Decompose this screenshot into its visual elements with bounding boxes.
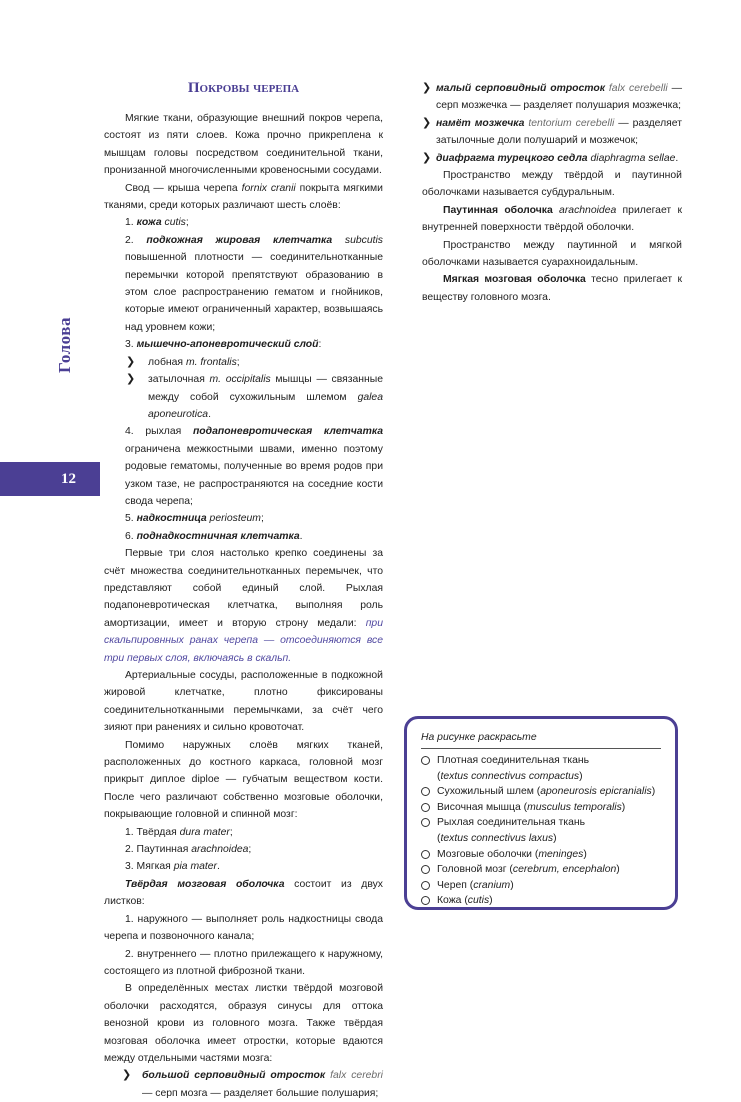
page-number: 12 [61,471,76,487]
paragraph-subdural: Пространство между твёрдой и паутинной оболочками называется субдуральным. [422,170,682,199]
paragraph-intro: Мягкие ткани, образующие внешний покров черепа, состоят из пяти слоев. Кожа прочно прикреплена к мышцам головы посредством соединительной ткани, пронизанной многочисленными кровеносными сосудами. [104,113,383,177]
layer-item-4: 4. рыхлая подапоневротическая клетчатка ограничена межкостными швами, именно поэтому родовые гематомы, полученные во время родов при узком тазе, не распространяются на соседние кости свода черепа; [125,426,383,507]
dura-sheet-1: 1. наружного — выполняет роль надкостницы свода черепа и позвоночного канала; [104,913,383,943]
left-column [104,78,383,1102]
highlight-note: при скальпировнных ранах черепа — отсоединяются все три первых слоя, включаясь в скальп. [104,617,383,664]
paragraph-pia-mater: Мягкая мозговая оболочка тесно прилегает к веществу головного мозга. [422,274,682,303]
paragraph-arachnoid: Паутинная оболочка arachnoidea прилегает к внутренней поверхности твёрдой оболочки. [422,204,682,234]
checkbox-circle-icon[interactable] [421,818,430,827]
paragraph-subarachnoid: Пространство между паутинной и мягкой оболочками называется суарахноидальным. [422,239,682,269]
checklist-item[interactable]: Кожа (cutis) [421,893,661,909]
checklist-item[interactable]: Головной мозг (cerebrum, encephalon) [421,862,661,878]
bullet-tentorium: ❯ намёт мозжечка tentorium cerebelli — разделяет затылочные доли полушарий и мозжечок; [422,116,682,147]
bullet-diaphragma-sellae: ❯ диафрагма турецкого седла diaphragma sellae. [422,150,682,167]
paragraph-first-three-layers: Первые три слоя настолько крепко соединены за счёт множества соединительнотканных перемычек, что представляют собой единый слой. Рыхлая подапоневротическая клетчатка, выполняя роль амортизации, имеет и вторую строну медали: при скальпировнных ранах черепа — отсоединяются все три первых слоя, включаясь в скальп. [104,548,383,664]
checklist-item-latin: (textus connectivus compactus) [437,770,583,782]
page-title: Покровы черепа [187,80,300,96]
checklist-item[interactable]: Череп (cranium) [421,878,661,894]
paragraph-diploe: Помимо наружных слоёв мягких тканей, расположенных до костного каркаса, головной мозг прикрыт диплое diploe — губчатым веществом кости. После чего различают собственно мозговые оболочки, покрывающие головной и спинной мозг: [104,739,383,821]
chevron-right-icon: ❯ [422,82,432,94]
layer-item-5: 5. надкостница periosteum; [125,513,264,525]
checklist-item-latin: (textus connectivus laxus) [437,832,557,844]
checklist-item[interactable]: Сухожильный шлем (aponeurosis epicranialis) [421,784,661,800]
checklist-item[interactable]: Височная мышца (musculus temporalis) [421,800,661,816]
bullet-occipitalis: ❯ затылочная m. occipitalis мышцы — связанные между собой сухожильным шлемом galea aponeurotica. [126,373,383,420]
checkbox-circle-icon[interactable] [421,803,430,812]
layer-item-3: 3. мышечно-апоневротический слой: [125,339,322,351]
section-title-vertical: Голова [55,317,74,373]
page-number-tab [0,462,100,496]
checklist-item[interactable]: Рыхлая соединительная ткань [421,815,661,831]
bullet-frontalis: ❯ лобная m. frontalis; [104,354,383,371]
checkbox-circle-icon[interactable] [421,881,430,890]
layer-item-1: 1. кожа cutis; [125,217,189,229]
coloring-checklist [404,716,678,910]
meninges-item-1: 1. Твёрдая dura mater; [125,826,233,838]
checklist-item[interactable]: Плотная соединительная ткань [421,753,661,769]
chevron-right-icon: ❯ [422,151,432,164]
checkbox-circle-icon[interactable] [421,756,430,765]
paragraph-sinuses: В определённых местах листки твёрдой мозговой оболочки расходятся, образуя синусы для оттока венозной крови из головного мозга. Также твёрдая мозговая оболочка имеет отростки, которые вдаются между отдельными частями мозга: [104,983,383,1064]
checkbox-circle-icon[interactable] [421,787,430,796]
paragraph-dura-mater: Твёрдая мозговая оболочка состоит из двух листков: [104,878,383,908]
chevron-right-icon: ❯ [122,1069,132,1082]
checklist-item[interactable]: Мозговые оболочки (meninges) [421,847,661,863]
checklist-title: На рисунке раскрасьте [421,730,661,749]
paragraph-vault: Свод — крыша черепа fornix cranii покрыта мягкими тканями, среди которых различают шесть слоёв: [104,182,383,212]
paragraph-arteries: Артериальные сосуды, расположенные в подкожной жировой клетчатке, плотно фиксированы соединительнотканными перемычками, за счёт чего зияют при ранениях и сильно кровоточат. [104,670,383,734]
chevron-right-icon: ❯ [126,355,136,368]
bullet-falx-cerebri: ❯ большой серповидный отросток falx cerebri — серп мозга — разделяет большие полушария; [122,1069,383,1099]
right-column [422,80,682,306]
layer-item-6: 6. поднадкостничная клетчатка. [125,530,303,542]
dura-sheet-2: 2. внутреннего — плотно прилежащего к наружному, состоящего из плотной фиброзной ткани. [104,948,383,977]
checkbox-circle-icon[interactable] [421,896,430,905]
layer-item-2: 2. подкожная жировая клетчатка subcutis повышенной плотности — соединительнотканные перемычки которой препятствуют образованию в этом слое распространению гематом и гнойников, которые имеют ограниченный характер, возвышаясь над уровнем кожи; [125,234,383,333]
meninges-item-2: 2. Паутинная arachnoidea; [125,844,252,856]
checkbox-circle-icon[interactable] [421,850,430,859]
meninges-item-3: 3. Мягкая pia mater. [125,861,220,873]
chevron-right-icon: ❯ [422,116,432,129]
checkbox-circle-icon[interactable] [421,865,430,874]
bullet-falx-cerebelli: ❯ малый серповидный отросток falx cerebelli — серп мозжечка — разделяет полушария мозжечка; [422,82,683,112]
chevron-right-icon: ❯ [126,373,136,386]
